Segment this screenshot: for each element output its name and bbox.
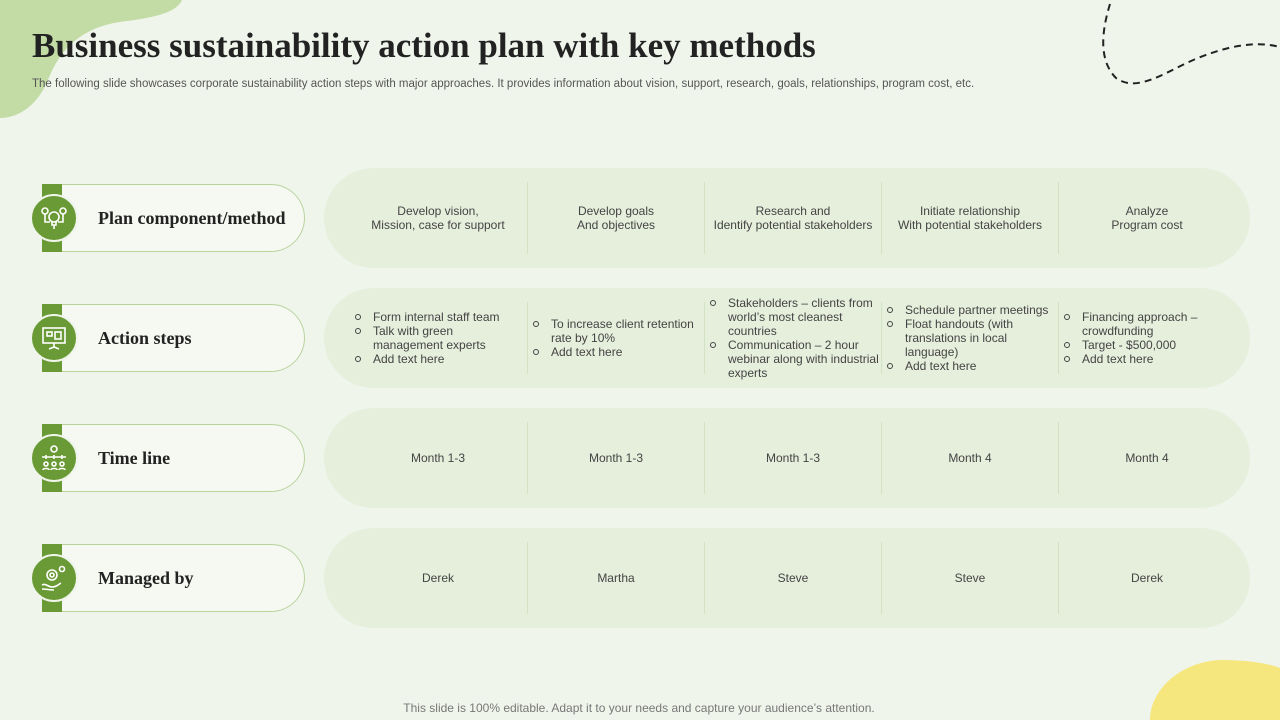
row-label: Action steps (98, 328, 192, 348)
row-panel (324, 528, 1250, 628)
list-item: Add text here (551, 345, 703, 359)
list-item: Form internal staff team (373, 310, 525, 324)
gear-hands-icon (30, 554, 78, 602)
list-item: Talk with green management experts (373, 324, 525, 352)
footer-note: This slide is 100% editable. Adapt it to your needs and capture your audience’s attention. (403, 701, 875, 715)
row-time-line (0, 408, 1280, 508)
table-cell: Martha (527, 542, 704, 614)
page-subtitle: The following slide showcases corporate sustainability action steps with major approaches. It provides information about vision, support, research, goals, relationships, program cost, etc. (32, 78, 975, 90)
table-cell: Month 4 (881, 422, 1058, 494)
list-item: Target - $500,000 (1082, 338, 1234, 352)
row-managed-by (0, 528, 1280, 628)
row-panel (324, 288, 1250, 388)
table-cell (704, 296, 881, 380)
table-cell: Develop goals And objectives (527, 182, 704, 254)
row-label: Plan component/method (98, 208, 286, 228)
list-item: Financing approach – crowdfunding (1082, 310, 1234, 338)
table-cell: Derek (1058, 542, 1235, 614)
table-cell: Month 1-3 (410, 451, 466, 465)
table-cell: Month 1-3 (704, 422, 881, 494)
list-item: Stakeholders – clients from world’s most cleanest countries (728, 296, 880, 338)
list-item: Add text here (1082, 352, 1234, 366)
table-cell: Research and Identify potential stakeholders (704, 182, 881, 254)
list-item: Float handouts (with translations in local language) (905, 317, 1057, 359)
table-cell: Analyze Program cost (1058, 182, 1235, 254)
table-cell (881, 302, 1058, 374)
table-cell: Initiate relationship With potential stakeholders (881, 182, 1058, 254)
row-label: Managed by (98, 568, 194, 588)
list-item: Schedule partner meetings (905, 303, 1057, 317)
list-item: Add text here (905, 359, 1057, 373)
list-item: Communication – 2 hour webinar along with industrial experts (728, 338, 879, 380)
decorative-dashed-curve (1060, 0, 1280, 95)
table-cell: Steve (704, 542, 881, 614)
table-cell: Derek (421, 571, 454, 585)
timeline-team-icon (30, 434, 78, 482)
table-cell (350, 302, 526, 374)
page-title: Business sustainability action plan with key methods (32, 26, 816, 65)
row-label: Time line (98, 448, 171, 468)
row-action-steps (0, 288, 1280, 388)
row-plan-component (0, 168, 1280, 268)
gears-lightbulb-icon (30, 194, 78, 242)
list-item: Add text here (373, 352, 525, 366)
table-cell (527, 302, 704, 374)
table-cell: Month 1-3 (527, 422, 704, 494)
table-cell: Steve (881, 542, 1058, 614)
table-cell (1058, 302, 1235, 374)
row-panel (324, 408, 1250, 508)
row-panel (324, 168, 1250, 268)
table-cell: Month 4 (1058, 422, 1235, 494)
table-cell: Develop vision, Mission, case for support (371, 204, 505, 232)
presentation-board-icon (30, 314, 78, 362)
list-item: To increase client retention rate by 10% (551, 317, 703, 345)
